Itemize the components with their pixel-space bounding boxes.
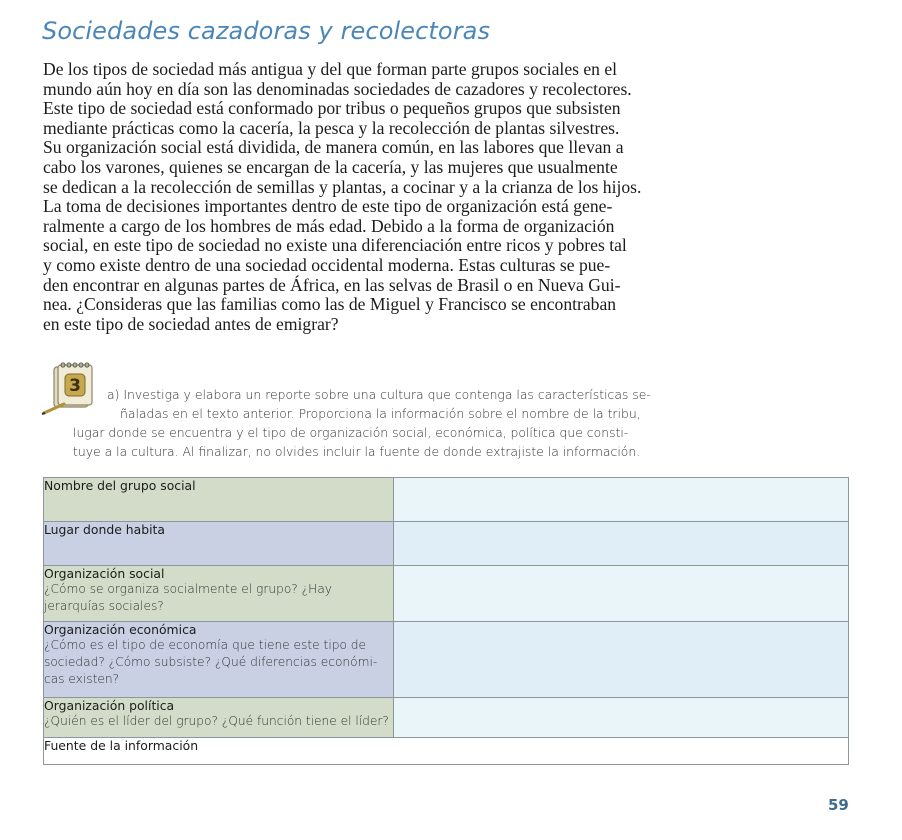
row-label	[44, 478, 394, 522]
row-title: Lugar donde habita	[44, 522, 165, 537]
row-title: Organización económica	[44, 622, 197, 637]
table-row	[44, 622, 849, 698]
activity-line: tuye a la cultura. Al finalizar, no olvides incluir la fuente de donde extrajiste la información.	[73, 444, 641, 459]
row-title: Organización social	[44, 566, 165, 581]
row-title: Fuente de la información	[44, 738, 199, 753]
paragraph-line: se dedican a la recolección de semillas y plantas, a cocinar y a la crianza de los hijos.	[43, 176, 642, 197]
row-question: jerarquías sociales?	[44, 599, 164, 613]
row-question: ¿Cómo es el tipo de economía que tiene este tipo de	[44, 638, 367, 652]
paragraph-line: en este tipo de sociedad antes de emigrar?	[43, 313, 339, 334]
paragraph-line: nea. ¿Consideras que las familias como las de Miguel y Francisco se encontraban	[43, 294, 617, 315]
row-question: ¿Cómo se organiza socialmente el grupo? ¿Hay	[44, 582, 333, 596]
row-question: cas existen?	[44, 672, 120, 686]
row-label	[44, 622, 394, 698]
paragraph-line: mundo aún hoy en día son las denominadas sociedades de cazadores y recolectores.	[43, 78, 632, 99]
activity-line: a) Investiga y elabora un reporte sobre una cultura que contenga las características se-	[107, 387, 651, 402]
answer-cell-nombre[interactable]	[394, 478, 849, 522]
paragraph-line: La toma de decisiones importantes dentro de este tipo de organización está gene-	[43, 196, 613, 217]
table-row	[44, 738, 849, 765]
page-number: 59	[828, 796, 849, 814]
table-row	[44, 566, 849, 622]
notebook-activity-icon	[40, 357, 104, 417]
table-row	[44, 698, 849, 738]
paragraph-line: y como existe dentro de una sociedad occidental moderna. Estas culturas se pue-	[43, 254, 611, 275]
row-label	[44, 698, 394, 738]
answer-cell-org-economica[interactable]	[394, 622, 849, 698]
table-row	[44, 478, 849, 522]
source-row[interactable]	[44, 738, 849, 765]
activity-line: ñaladas en el texto anterior. Proporciona la información sobre el nombre de la tribu,	[120, 406, 641, 421]
row-title: Nombre del grupo social	[44, 478, 196, 493]
paragraph-line: Este tipo de sociedad está conformado por tribus o pequeños grupos que subsisten	[43, 98, 621, 119]
paragraph-line: mediante prácticas como la cacería, la pesca y la recolección de plantas silvestres.	[43, 117, 620, 138]
body-paragraph	[43, 60, 683, 334]
table-row	[44, 522, 849, 566]
row-label	[44, 522, 394, 566]
paragraph-line: ralmente a cargo de los hombres de más edad. Debido a la forma de organización	[43, 215, 615, 236]
paragraph-line: cabo los varones, quienes se encargan de la cacería, y las mujeres que usualmente	[43, 156, 618, 177]
row-title: Organización política	[44, 698, 175, 713]
row-label	[44, 566, 394, 622]
row-question: sociedad? ¿Cómo subsiste? ¿Qué diferencias económi-	[44, 655, 378, 669]
paragraph-line: social, en este tipo de sociedad no existe una diferenciación entre ricos y pobres tal	[43, 235, 627, 256]
activity-number: 3	[69, 376, 81, 396]
paragraph-line: De los tipos de sociedad más antigua y del que forman parte grupos sociales en el	[43, 59, 618, 79]
report-table	[43, 477, 849, 765]
answer-cell-org-social[interactable]	[394, 566, 849, 622]
section-title: Sociedades cazadoras y recolectoras	[42, 17, 491, 45]
paragraph-line: Su organización social está dividida, de manera común, en las labores que llevan a	[43, 137, 624, 158]
activity-line: lugar donde se encuentra y el tipo de organización social, económica, política que consti-	[73, 425, 629, 440]
paragraph-line: den encontrar en algunas partes de África, en las selvas de Brasil o en Nueva Gui-	[43, 274, 621, 295]
answer-cell-lugar[interactable]	[394, 522, 849, 566]
row-question: ¿Quién es el líder del grupo? ¿Qué función tiene el líder?	[44, 714, 389, 728]
answer-cell-org-politica[interactable]	[394, 698, 849, 738]
